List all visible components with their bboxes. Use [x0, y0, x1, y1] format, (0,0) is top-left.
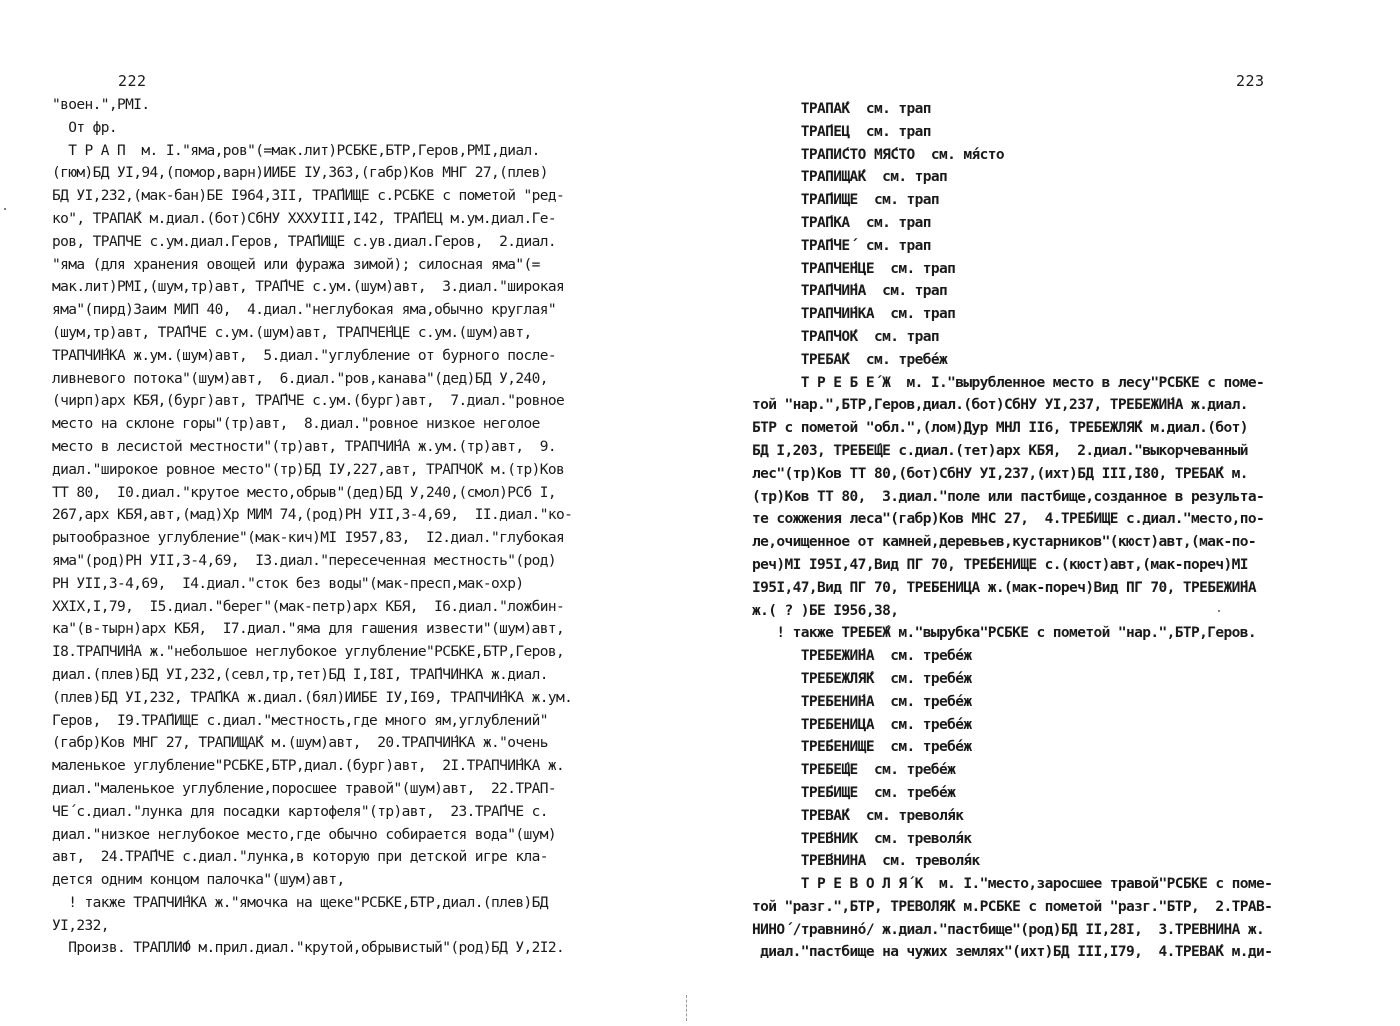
text-line: ТРАПЧИ́НКА см. трап — [752, 306, 956, 323]
text-line: ТРЕ́ВНИНА см. треволя́к — [752, 853, 980, 870]
text-line: диал."широкое ровное место"(тр)БД IУ,227,авт, ТРАПЧО́К м.(тр)Ков — [52, 461, 565, 478]
text-line: те сожжения леса"(габр)Ков МНС 27, 4.ТРЕ́БИЩЕ с.диал."место,по- — [752, 511, 1265, 528]
text-line: "яма (для хранения овощей или фуража зимой); силосная яма"(= — [52, 256, 540, 273]
text-line: авт, 24.ТРА́ПЧЕ с.диал."лунка,в которую при детской игре кла- — [52, 849, 548, 866]
text-line: ле,очищенное от камней,деревьев,кустарников"(кюст)авт,(мак-по- — [752, 534, 1257, 551]
text-line: той "разг.",БТР, ТРЕВОЛЯ́К м.РСБКЕ с пометой "разг."БТР, 2.ТРАВ- — [752, 898, 1273, 915]
text-line: I95I,47,Вид ПГ 70, ТРЕБЕНИЦА ж.(мак-пореч)Вид ПГ 70, ТРЕБЕЖИ́НА — [752, 579, 1257, 596]
text-line: (тр)Ков ТТ 80, 3.диал."поле или пастбище,созданное в результа- — [752, 488, 1265, 505]
text-line: ко", ТРАПА́К м.диал.(бот)СбНУ ХХХУIII,I42, ТРА́ПЕЦ м.ум.диал.Ге- — [52, 210, 557, 227]
text-line: "воен.",РМI. — [52, 97, 150, 113]
text-line: Геров, I9.ТРА́ПИЩЕ с.диал."местность,где много ям,углублений" — [52, 712, 548, 729]
text-line: ТРЕБЕНИЦА см. требе́ж — [752, 716, 972, 733]
text-line: 267,арх КБЯ,авт,(мад)Хр МИМ 74,(род)РН УII,3-4,69, II.диал."ко- — [52, 507, 573, 524]
text-line: Произв. ТРАПЛИ́Ф м.прил.диал."крутой,обрывистый"(род)БД У,2I2. — [52, 940, 565, 957]
text-line: БД УI,232,(мак-бан)БЕ I964,3II, ТРА́ПИЩЕ с.РСБКЕ с пометой "ред- — [52, 188, 565, 205]
text-line: (габр)Ков МНГ 27, ТРАПИЩА́К м.(шум)авт, 20.ТРАПЧИ́НКА ж."очень — [52, 735, 548, 752]
left-page — [0, 0, 690, 1026]
text-line: ! также ТРАПЧИ́НКА ж."ямочка на щеке"РСБКЕ,БТР,диал.(плев)БД — [52, 894, 548, 911]
page-number: 223 — [1236, 72, 1265, 90]
text-line: ТРЕБА́К см. требе́ж — [752, 351, 948, 368]
text-line: (чирп)арх КБЯ,(бург)авт, ТРА́ПЧЕ с.ум.(бург)авт, 7.диал."ровное — [52, 393, 565, 410]
text-line: ХХIХ,I,79, I5.диал."берег"(мак-петр)арх КБЯ, I6.диал."ложбин- — [52, 598, 565, 615]
text-line: Т Р Е В О Л Я́ К м. I."место,заросшее травой"РСБКЕ с поме- — [752, 876, 1273, 893]
text-line: ТРЕ́БЕНИЩЕ см. требе́ж — [752, 739, 972, 756]
text-line: лес"(тр)Ков ТТ 80,(бот)СбНУ УI,237,(ихт)БД III,I80, ТРЕБА́К м. — [752, 465, 1248, 482]
text-line: реч)МI I95I,47,Вид ПГ 70, ТРЕ́БЕНИЩЕ с.(кюст)авт,(мак-пореч)МI — [752, 556, 1248, 573]
text-line: ТРАПЧО́К см. трап — [752, 328, 939, 345]
text-line: место на склоне горы"(тр)авт, 8.диал."ровное низкое неголое — [52, 416, 540, 433]
text-line: мак.лит)РМI,(шум,тр)авт, ТРА́ПЧЕ с.ум.(шум)авт, 3.диал."широкая — [52, 279, 565, 296]
text-line: ТРАПИЩА́К см. трап — [752, 169, 948, 186]
left-page-text — [52, 94, 572, 960]
text-line: рытообразное углубление"(мак-кич)МI I957,83, I2.диал."глубокая — [52, 530, 565, 547]
text-line: ливневого потока"(шум)авт, 6.диал."ров,канава"(дед)БД У,240, — [52, 370, 548, 387]
text-line: ТРЕБЕ́ЩЕ см. требе́ж — [752, 762, 956, 779]
scan-speck — [1218, 610, 1220, 612]
text-line: НИНО́ /травнино́/ ж.диал."пастбище"(род)БД II,28I, 3.ТРЕВНИНА ж. — [752, 921, 1265, 938]
text-line: ТРЕВА́К см. треволя́к — [752, 807, 964, 824]
text-line: ТРЕ́БИЩЕ см. требе́ж — [752, 784, 956, 801]
text-line: (плев)БД УI,232, ТРА́ПКА ж.диал.(бял)ИИБЕ IУ,I69, ТРАПЧИ́НКА ж.ум. — [52, 689, 573, 706]
text-line: диал."пастбище на чужих землях"(ихт)БД III,I79, 4.ТРЕВА́К м.ди- — [752, 944, 1273, 961]
text-line: ! также ТРЕБЕ́Ж м."вырубка"РСБКЕ с пометой "нар.",БТР,Геров. — [752, 625, 1257, 642]
text-line: Т Р Е Б Е́ Ж м. I."вырубленное место в лесу"РСБКЕ с поме- — [752, 374, 1265, 391]
text-line: Т Р А П м. I."яма,ров"(=мак.лит)РСБКЕ,БТР,Геров,РМI,диал. — [52, 142, 540, 159]
text-line: яма"(род)РН УII,3-4,69, I3.диал."пересеченная местность"(род) — [52, 552, 557, 569]
text-line: РН УII,3-4,69, I4.диал."сток без воды"(мак-пресп,мак-охр) — [52, 575, 524, 592]
text-line: ТРАПЧЕ́НЦЕ см. трап — [752, 260, 956, 277]
text-line: той "нар.",БТР,Геров,диал.(бот)СбНУ УI,237, ТРЕБЕЖИ́НА ж.диал. — [752, 397, 1248, 414]
text-line: УI,232, — [52, 917, 109, 934]
text-line: ТРАПЧИ́НКА ж.ум.(шум)авт, 5.диал."углубление от бурного после- — [52, 347, 557, 364]
text-line: диал."маленькое углубление,поросшее травой"(шум)авт, 22.ТРАП- — [52, 780, 557, 797]
text-line: (шум,тр)авт, ТРА́ПЧЕ с.ум.(шум)авт, ТРАПЧЕ́НЦЕ с.ум.(шум)авт, — [52, 324, 532, 341]
text-line: ТРЕБЕНИ́НА см. требе́ж — [752, 693, 972, 710]
text-line: ка"(в-тырн)арх КБЯ, I7.диал."яма для гашения извести"(шум)авт, — [52, 621, 565, 638]
text-line: ТРА́ПЕЦ см. трап — [752, 123, 931, 140]
text-line: ров, ТРАПЧЕ с.ум.диал.Геров, ТРА́ПИЩЕ с.ув.диал.Геров, 2.диал. — [52, 233, 557, 250]
text-line: диал."низкое неглубокое место,где обычно собирается вода"(шум) — [52, 826, 557, 843]
text-line: ТРА́ПКА см. трап — [752, 214, 931, 231]
text-line: ТРА́ПЧЕ́ см. трап — [752, 237, 931, 254]
text-line: яма"(пирд)Заим МИП 40, 4.диал."неглубокая яма,обычно круглая" — [52, 302, 557, 319]
text-line: ТРЕБЕЖИ́НА см. требе́ж — [752, 648, 972, 665]
text-line: маленькое углубление"РСБКЕ,БТР,диал.(бург)авт, 2I.ТРАПЧИ́НКА ж. — [52, 758, 565, 775]
scan-speck — [4, 208, 6, 210]
text-line: ТРЕБЕЖЛЯ́К см. требе́ж — [752, 670, 972, 687]
text-line: ТРЕ́ВНИК см. треволя́к — [752, 830, 972, 847]
text-line: ТТ 80, I0.диал."крутое место,обрыв"(дед)БД У,240,(смол)РСб I, — [52, 484, 557, 501]
right-page — [700, 0, 1400, 1026]
text-line: (гюм)БД УI,94,(помор,варн)ИИБЕ IУ,363,(габр)Ков МНГ 27,(плев) — [52, 165, 548, 182]
text-line: ТРАПИ́СТО МЯ́СТО см. мя́сто — [752, 146, 1005, 163]
text-line: ж.( ? )БЕ I956,38, — [752, 602, 899, 619]
text-line: ТРА́ПИЩЕ см. трап — [752, 192, 939, 209]
text-line: БД I,203, ТРЕБЕ́ЩЕ с.диал.(тет)арх КБЯ, 2.диал."выкорчеванный — [752, 442, 1248, 459]
text-line: ЧЕ́ с.диал."лунка для посадки картофеля"(тр)авт, 23.ТРА́ПЧЕ с. — [52, 803, 548, 820]
text-line: диал.(плев)БД УI,232,(севл,тр,тет)БД I,I8I, ТРА́ПЧИНКА ж.диал. — [52, 666, 548, 683]
text-line: место в лесистой местности"(тр)авт, ТРАПЧИ́НА ж.ум.(тр)авт, 9. — [52, 438, 557, 455]
text-line: БТР с пометой "обл.",(лом)Дур МНЛ II6, ТРЕБЕЖЛЯ́К м.диал.(бот) — [752, 420, 1248, 437]
text-line: дется одним концом палочка"(шум)авт, — [52, 872, 345, 889]
right-page-text — [752, 98, 1272, 964]
text-line: От фр. — [52, 119, 118, 136]
text-line: ТРАПА́К см. трап — [752, 101, 931, 117]
page-gutter — [686, 995, 688, 1021]
page-number: 222 — [118, 72, 147, 90]
text-line: ТРА́ПЧИ́НА см. трап — [752, 283, 948, 300]
text-line: I8.ТРАПЧИ́НА ж."небольшое неглубокое углубление"РСБКЕ,БТР,Геров, — [52, 644, 565, 661]
